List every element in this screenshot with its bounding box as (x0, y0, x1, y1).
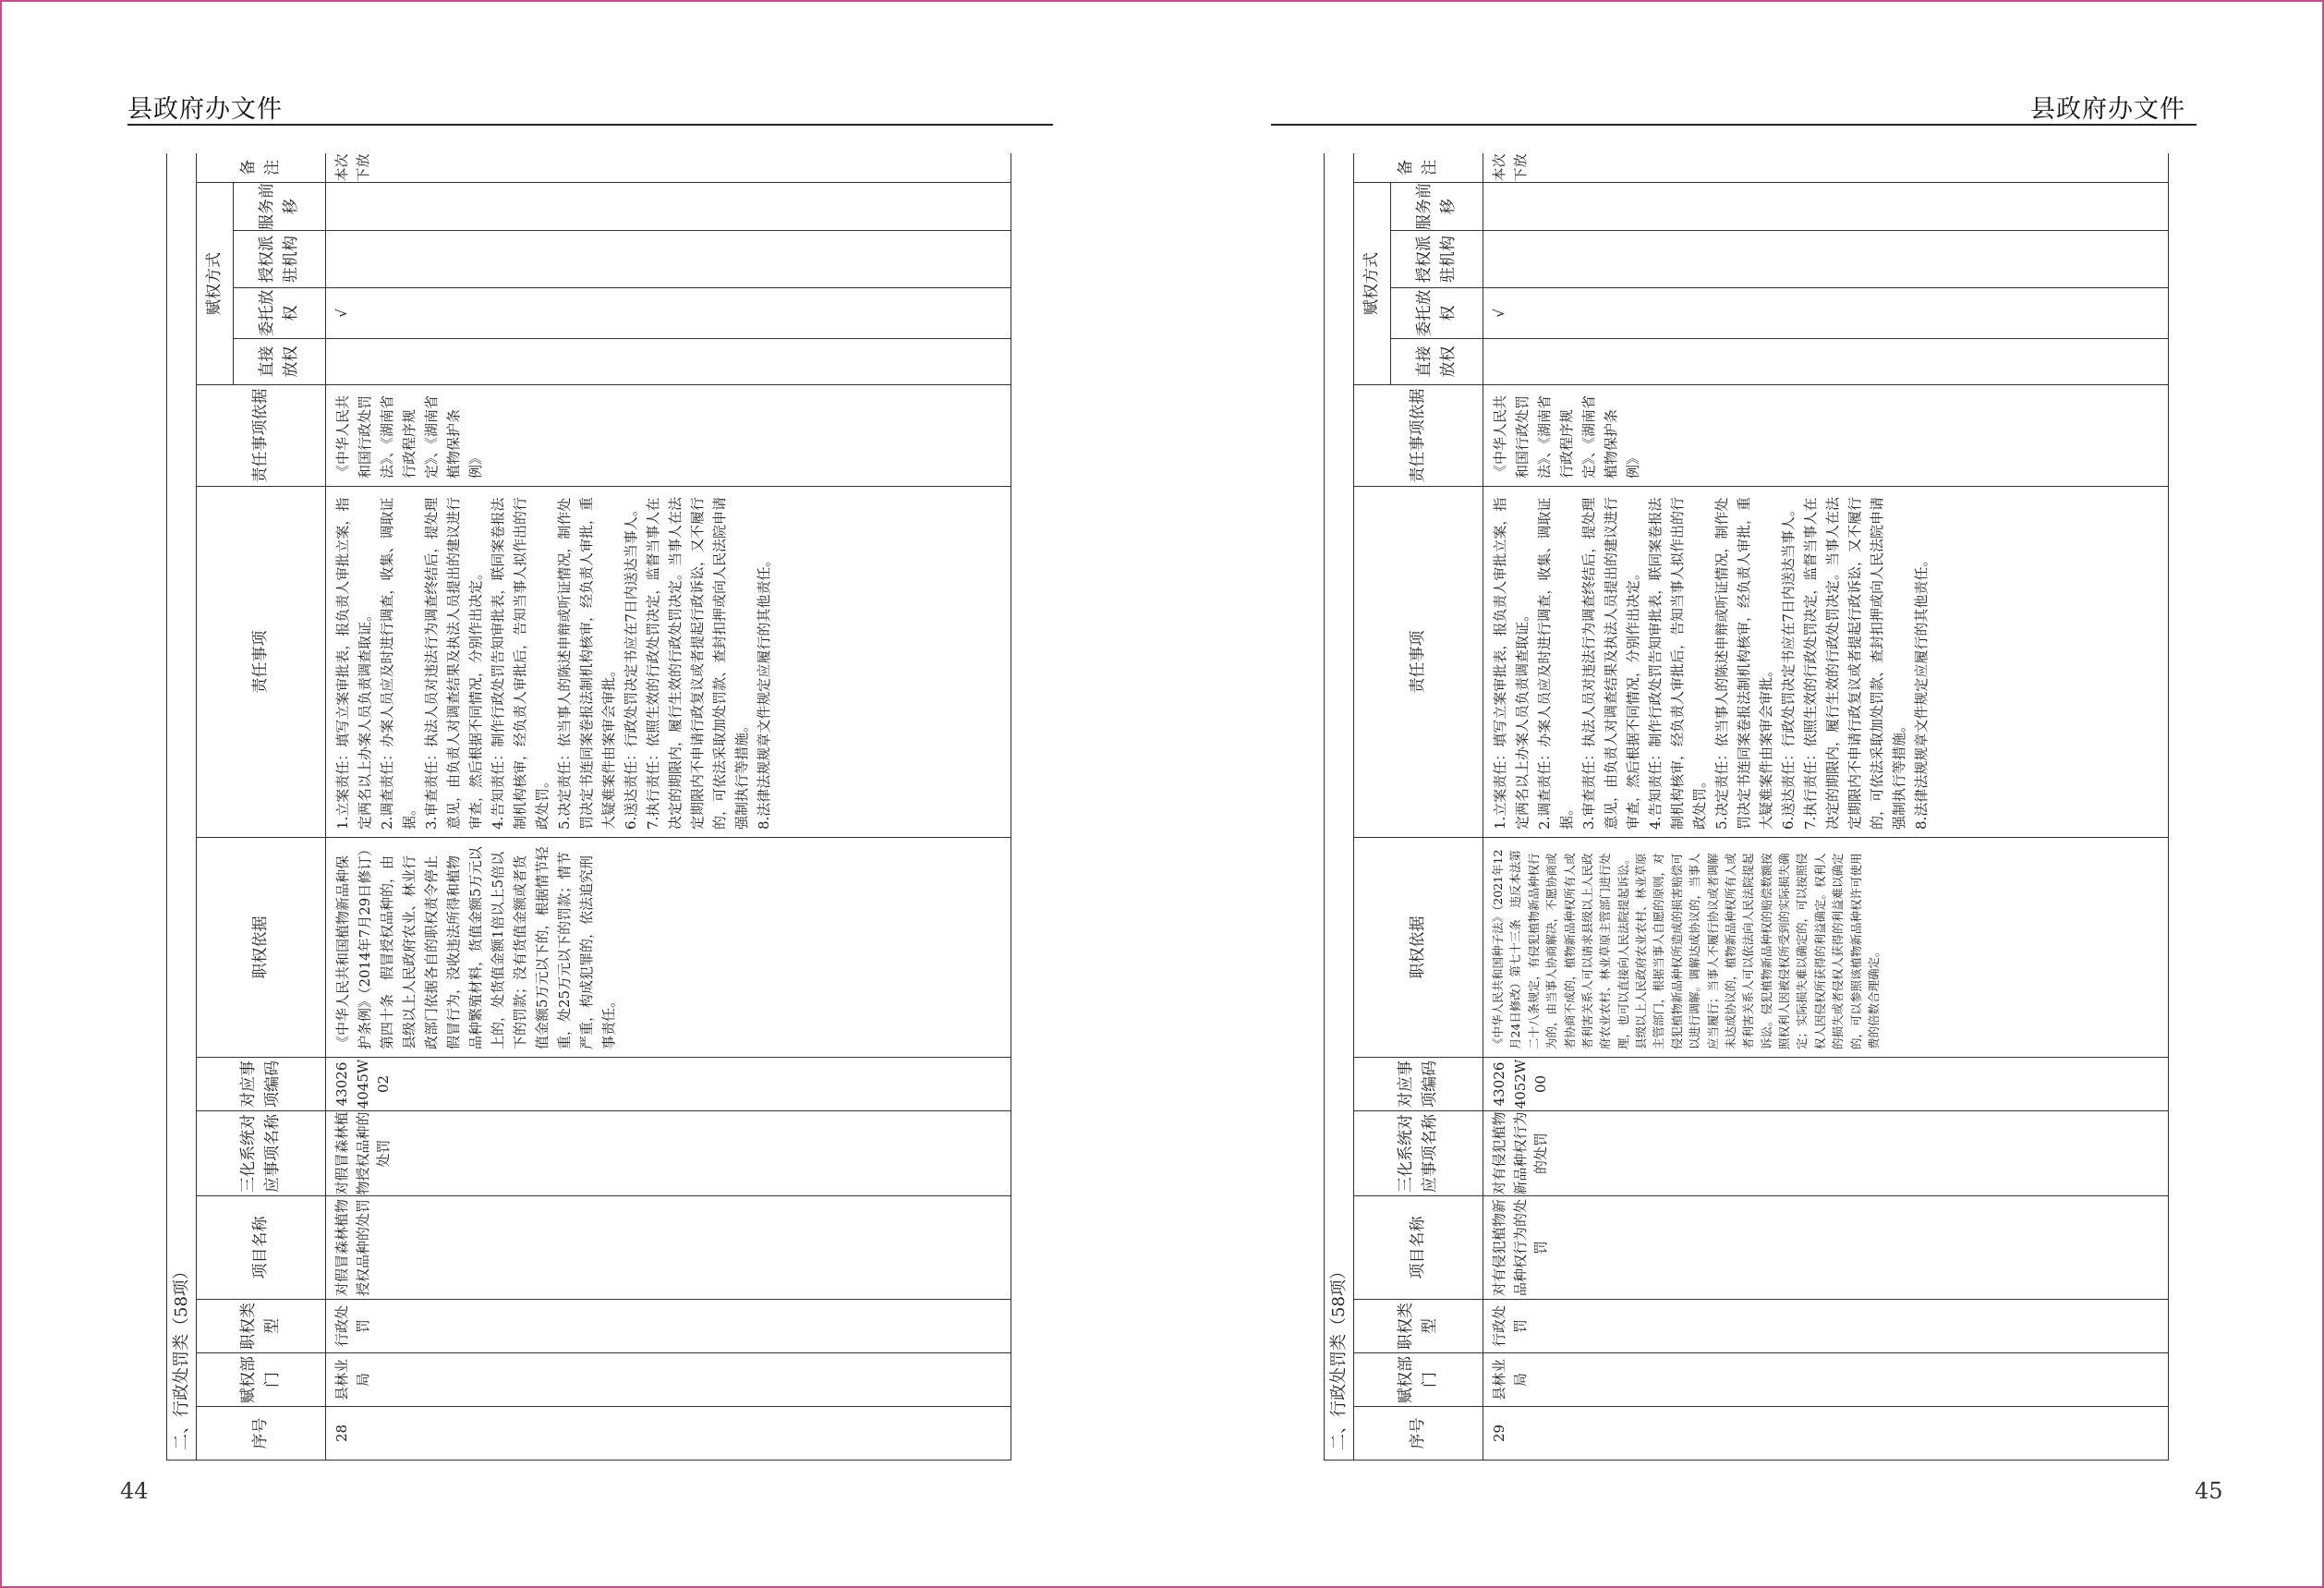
col-method: 赋权方式 (197, 183, 234, 385)
page-number: 45 (2195, 1478, 2223, 1504)
col-direct: 直接放权 (1391, 339, 1483, 385)
cell-code: 430264052W00 (1483, 1058, 2169, 1111)
col-remarks: 备注 (1354, 153, 1483, 183)
cell-auth (326, 231, 1011, 288)
col-sys-name: 三化系统对应事项名称 (1354, 1111, 1483, 1196)
col-dept: 赋权部门 (197, 1353, 326, 1407)
cell-entrust: √ (326, 288, 1011, 339)
col-resp: 责任事项 (1354, 487, 1483, 838)
cell-entrust: √ (1483, 288, 2169, 339)
col-basis: 职权依据 (1354, 838, 1483, 1058)
table-row (1483, 153, 2169, 1461)
col-type: 职权类型 (1354, 1300, 1483, 1353)
cell-seq: 28 (326, 1407, 1011, 1461)
header-title: 县政府办文件 (2030, 95, 2185, 124)
cell-basis: 《中华人民共和国种子法》（2021年12月24日修改）第七十三条 违反本法第二十八条规定，有侵犯植物新品种权行为的，由当事人协商解决，不愿协商或者协商不成的，植物新品种权所有人或者利害关系人可以请求县级以上人民政府农业农村、林业草原主管部门进行处理，也可以直接向人民法院提起诉讼。县级以上人民政府农业农村、林业草原主管部门，根据当事人自愿的原则，对侵犯植物新品种权所造成的损害赔偿可以进行调解。调解达成协议的，当事人应当履行；当事人不履行协议或者调解未达成协议的，植物新品种权所有人或者利害关系人可以依法向人民法院提起诉讼。侵犯植物新品种权的赔偿数额按照权利人因被侵权所受到的实际损失确定；实际损失难以确定的，可以按照侵权人因侵权所获得的利益确定。权利人的损失或者侵权人获得的利益难以确定的，可以参照该植物新品种权许可使用费的倍数合理确定。 (1483, 838, 2169, 1058)
cell-remarks: 本次下放 (1483, 153, 2169, 183)
penalty-table (1324, 153, 2169, 1461)
cell-type: 行政处罚 (1483, 1300, 2169, 1353)
col-seq: 序号 (197, 1407, 326, 1461)
cell-resp: 1.立案责任：填写立案审批表，报负责人审批立案，指定两名以上办案人员负责调查取证。 2.调查责任：办案人员应及时进行调查，收集、调取证据。 3.审查责任：执法人员对违法行为调查终结后，提处理意见，由负责人对调查结果及执法人员提出的建议进行审查，然后根据不同情况，分别作出决定。 4.告知责任：制作行政处罚告知审批表，联同案卷报法制机构核审，经负责人审批后，告知当事人拟作出的行政处罚。 5.决定责任：依当事人的陈述申辩或听证情况，制作处罚决定书连同案卷报法制机构核审，经负责人审批，重大疑难案件由案审会审批。 6.送达责任：行政处罚决定书应在7日内送达当事人。 7.执行责任：依照生效的行政处罚决定，监督当事人在决定的期限内，履行生效的行政处罚决定。当事人在法定期限内不申请行政复议或者提起行政诉讼，又不履行的，可依法采取加处罚款、查封扣押或向人民法院申请强制执行等措施。 8.法律法规规章文件规定应履行的其他责任。 (1483, 487, 2169, 838)
cell-service (326, 183, 1011, 231)
table-wrapper (1324, 153, 2169, 1461)
col-auth: 授权派驻机构 (1391, 231, 1483, 288)
cell-dept: 县林业局 (326, 1353, 1011, 1407)
col-sys-name: 三化系统对应事项名称 (197, 1111, 326, 1196)
cell-type: 行政处罚 (326, 1300, 1011, 1353)
cell-name: 对有侵犯植物新品种权行为的处罚 (1483, 1196, 2169, 1300)
header-rule (127, 124, 1053, 126)
header-title: 县政府办文件 (127, 95, 283, 124)
cell-sys-name: 对假冒森林植物授权品种的处罚 (326, 1111, 1011, 1196)
cell-auth (1483, 231, 2169, 288)
cell-basis: 《中华人民共和国植物新品种保护条例》（2014年7月29日修订）第四十条 假冒授权品种的，由县级以上人民政府农业、林业行政部门依据各自的职权责令停止假冒行为，没收违法所得和植物品种繁殖材料，货值金额5万元以上的，处货值金额1倍以上5倍以下的罚款；没有货值金额或者货值金额5万元以下的，根据情节轻重，处25万元以下的罚款；情节严重，构成犯罪的，依法追究刑事责任。 (326, 838, 1011, 1058)
page-number: 44 (120, 1478, 149, 1504)
cell-direct (1483, 339, 2169, 385)
cell-resp-basis: 《中华人民共和国行政处罚法》、《湖南省行政程序规定》、《湖南省植物保护条例》 (1483, 385, 2169, 487)
cell-sys-name: 对有侵犯植物新品种权行为的处罚 (1483, 1111, 2169, 1196)
col-seq: 序号 (1354, 1407, 1483, 1461)
penalty-table (166, 153, 1011, 1461)
col-type: 职权类型 (197, 1300, 326, 1353)
cell-service (1483, 183, 2169, 231)
col-name: 项目名称 (197, 1196, 326, 1300)
cell-code: 430264045W02 (326, 1058, 1011, 1111)
table-wrapper (166, 153, 1011, 1461)
col-code: 对应事项编码 (197, 1058, 326, 1111)
col-code: 对应事项编码 (1354, 1058, 1483, 1111)
col-direct: 直接放权 (234, 339, 326, 385)
cell-dept: 县林业局 (1483, 1353, 2169, 1407)
col-remarks: 备注 (197, 153, 326, 183)
col-resp-basis: 责任事项依据 (197, 385, 326, 487)
col-entrust: 委托放权 (234, 288, 326, 339)
cell-seq: 29 (1483, 1407, 2169, 1461)
header-rule (1271, 124, 2197, 126)
col-dept: 赋权部门 (1354, 1353, 1483, 1407)
col-service: 服务前移 (234, 183, 326, 231)
right-page (1162, 0, 2324, 1588)
col-resp: 责任事项 (197, 487, 326, 838)
cell-resp-basis: 《中华人民共和国行政处罚法》、《湖南省行政程序规定》、《湖南省植物保护条例》 (326, 385, 1011, 487)
col-basis: 职权依据 (197, 838, 326, 1058)
cell-direct (326, 339, 1011, 385)
table-row (326, 153, 1011, 1461)
cell-name: 对假冒森林植物授权品种的处罚 (326, 1196, 1011, 1300)
col-method: 赋权方式 (1354, 183, 1391, 385)
col-service: 服务前移 (1391, 183, 1483, 231)
cell-resp: 1.立案责任：填写立案审批表，报负责人审批立案，指定两名以上办案人员负责调查取证。 2.调查责任：办案人员应及时进行调查，收集、调取证据。 3.审查责任：执法人员对违法行为调查终结后，提处理意见，由负责人对调查结果及执法人员提出的建议进行审查，然后根据不同情况，分别作出决定。 4.告知责任：制作行政处罚告知审批表，联同案卷报法制机构核审，经负责人审批后，告知当事人拟作出的行政处罚。 5.决定责任：依当事人的陈述申辩或听证情况，制作处罚决定书连同案卷报法制机构核审，经负责人审批，重大疑难案件由案审会审批。 6.送达责任：行政处罚决定书应在7日内送达当事人。 7.执行责任：依照生效的行政处罚决定，监督当事人在决定的期限内，履行生效的行政处罚决定。当事人在法定期限内不申请行政复议或者提起行政诉讼，又不履行的，可依法采取加处罚款、查封扣押或向人民法院申请强制执行等措施。 8.法律法规规章文件规定应履行的其他责任。 (326, 487, 1011, 838)
col-name: 项目名称 (1354, 1196, 1483, 1300)
table-caption: 二、行政处罚类（58项） (1325, 153, 1354, 1461)
col-entrust: 委托放权 (1391, 288, 1483, 339)
cell-remarks: 本次下放 (326, 153, 1011, 183)
table-caption: 二、行政处罚类（58项） (167, 153, 197, 1461)
col-auth: 授权派驻机构 (234, 231, 326, 288)
col-resp-basis: 责任事项依据 (1354, 385, 1483, 487)
